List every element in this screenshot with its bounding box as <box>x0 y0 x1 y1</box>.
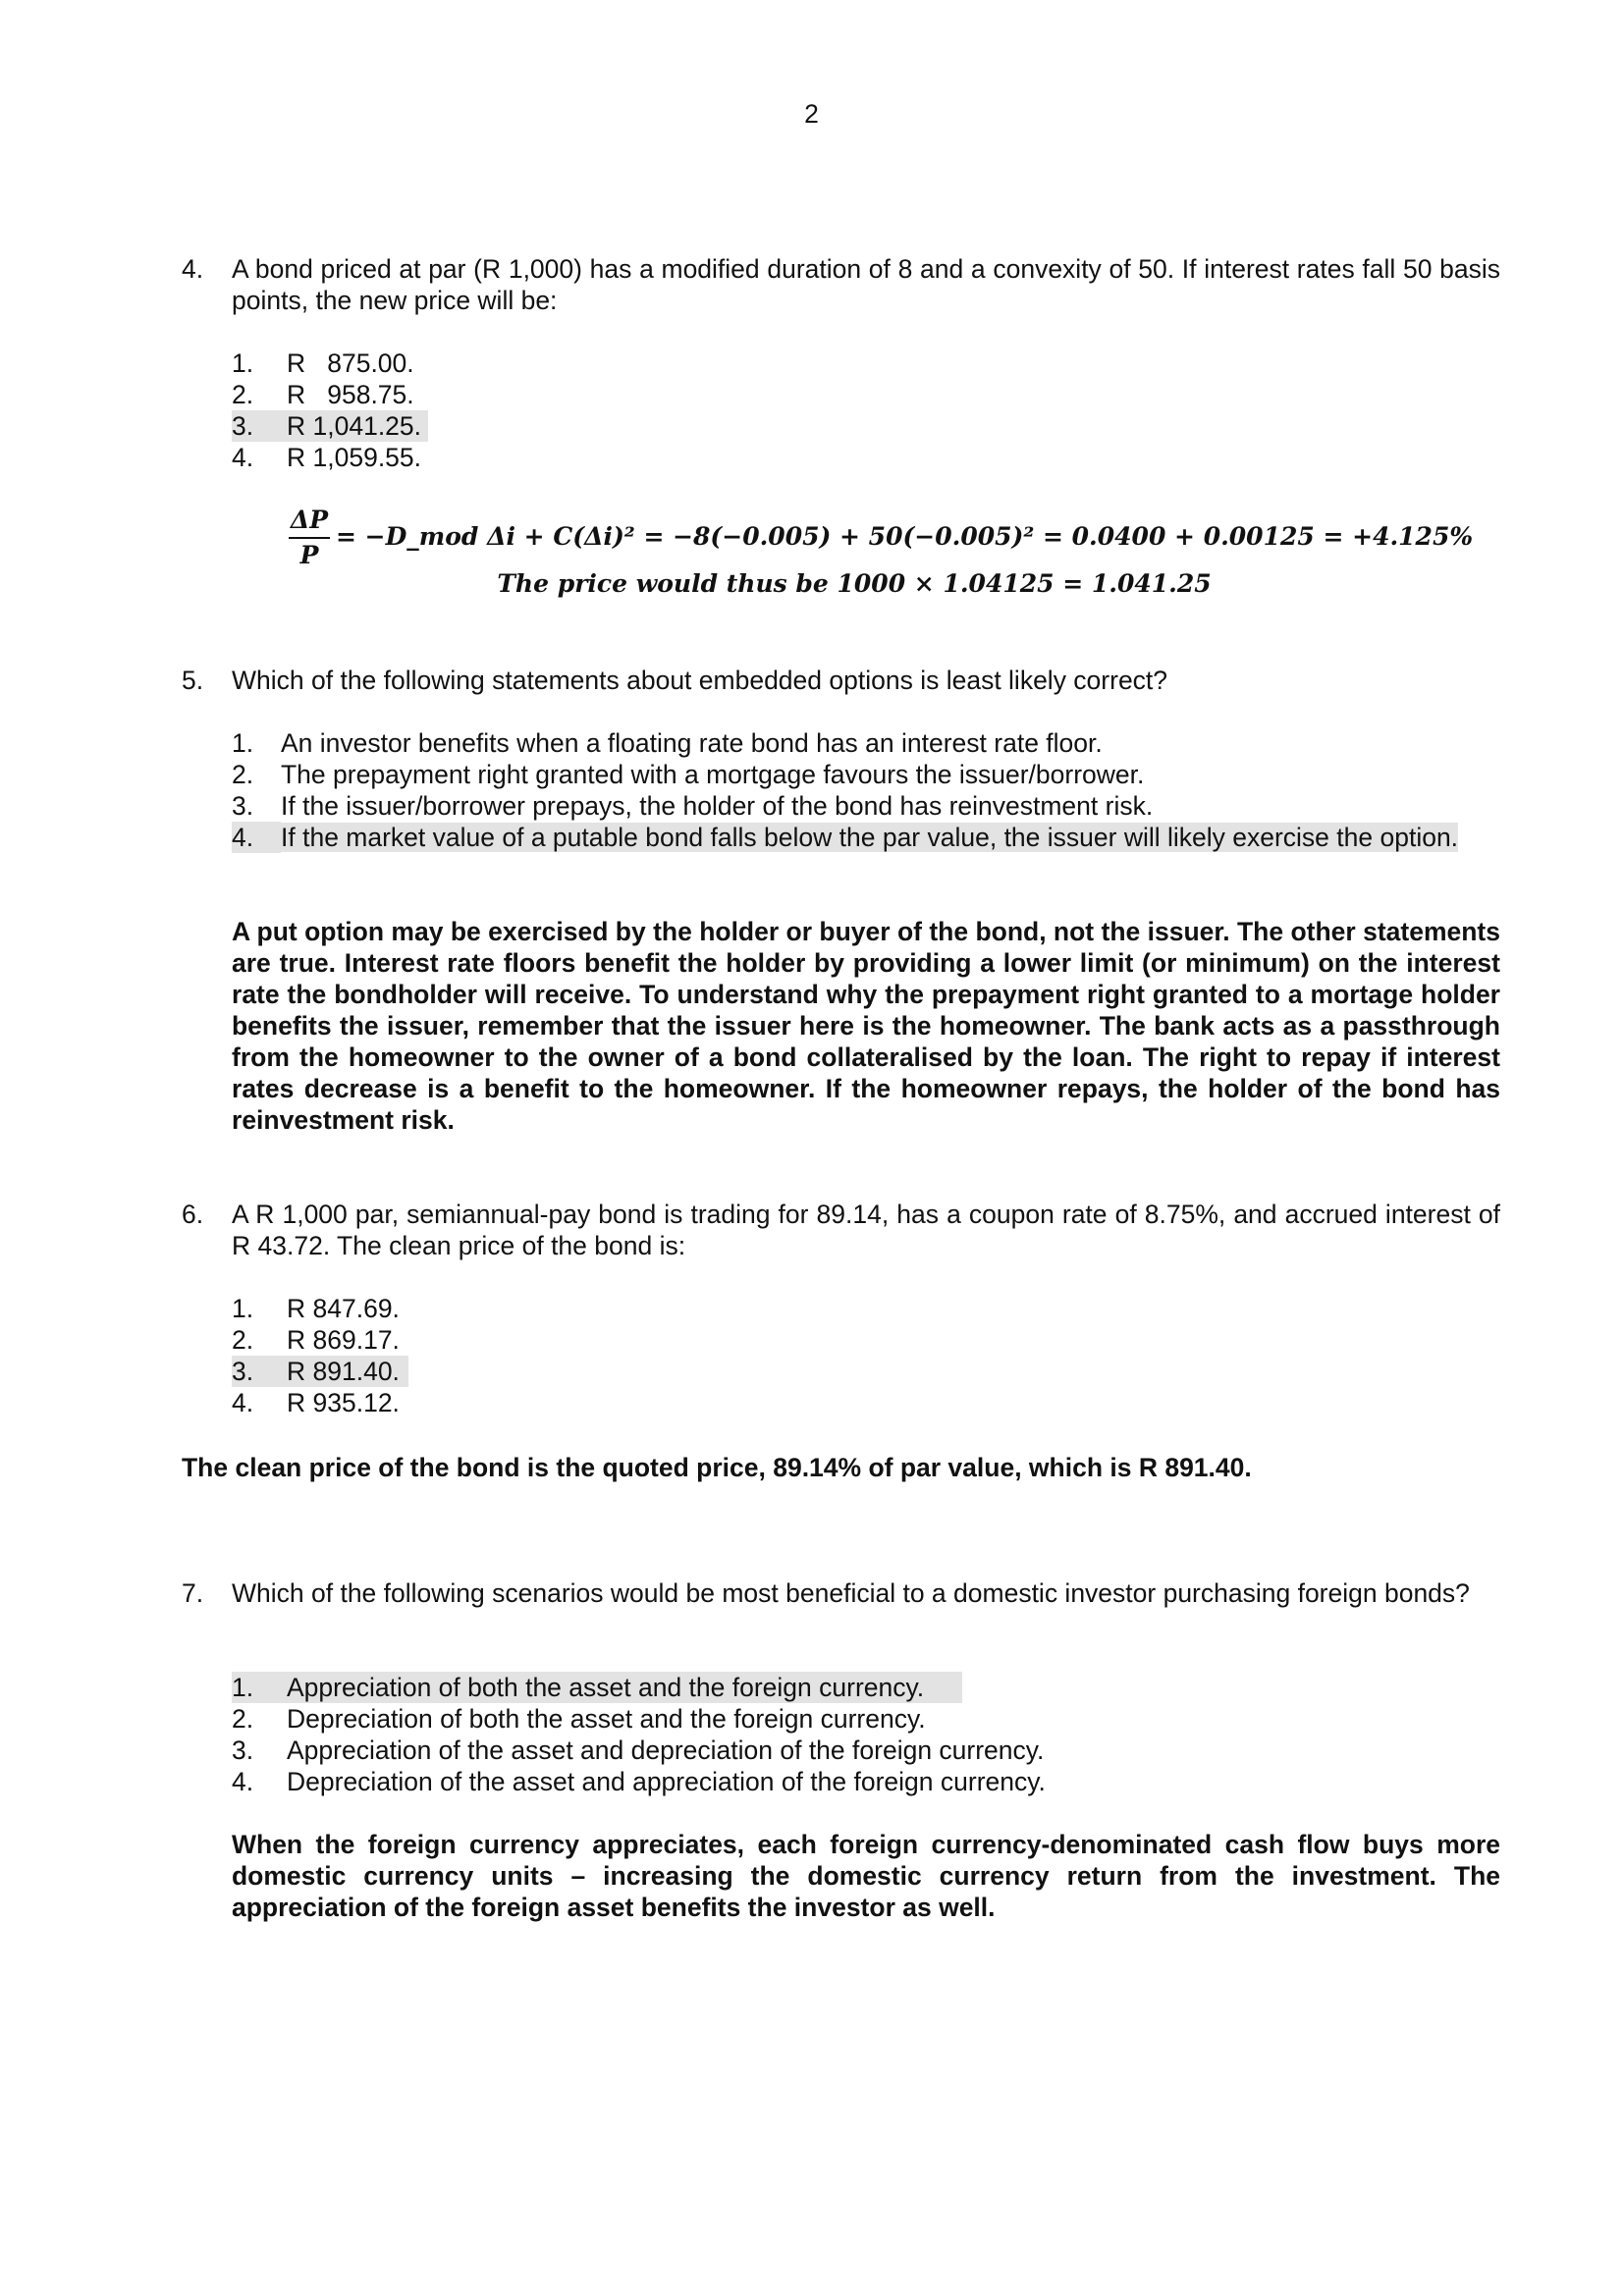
denominator: P <box>299 541 319 569</box>
question-5-explanation <box>182 916 1500 1136</box>
question-number: 4. <box>182 254 204 284</box>
option-text: If the issuer/borrower prepays, the holder of the bond has reinvestment risk. <box>281 791 1154 821</box>
option-text: An investor benefits when a floating rate bond has an interest rate floor. <box>281 728 1103 758</box>
question-7-explanation <box>182 1829 1500 1923</box>
option-3-highlighted <box>232 410 1500 442</box>
option-number: 2. <box>232 1325 254 1355</box>
option-text: R 875.00. <box>287 348 414 378</box>
option-1 <box>232 347 1500 379</box>
question-number: 6. <box>182 1200 204 1229</box>
option-1 <box>232 1293 1500 1324</box>
option-2 <box>232 1703 1500 1735</box>
option-number: 2. <box>232 1704 254 1734</box>
explanation-text: A put option may be exercised by the holder or buyer of the bond, not the issuer. The other statements are true. Interest rate floors benefit the holder by providing a lower limit (or minimum) on the interest rate the bondholder will receive. To understand why the prepayment right granted to a mortage holder benefits the issuer, remember that the issuer here is the homeowner. The bank acts as a passthrough from the homeowner to the owner of a bond collateralised by the loan. The right to repay if interest rates decrease is a benefit to the homeowner. If the homeowner repays, the holder of the bond has reinvestment risk. <box>232 917 1500 1135</box>
numerator: ΔP <box>290 506 329 534</box>
question-6 <box>182 1199 1500 1261</box>
option-number: 1. <box>232 1673 254 1702</box>
page-number: 2 <box>804 99 819 129</box>
option-1 <box>232 727 1500 759</box>
explanation-text: When the foreign currency appreciates, each foreign currency-denominated cash flow buys more domestic currency units – increasing the domestic currency return from the investment. The appreciation of the foreign asset benefits the investor as well. <box>232 1830 1500 1922</box>
formula-result: The price would thus be 1000 × 1.04125 = 1.041.25 <box>497 569 1212 598</box>
question-text: A bond priced at par (R 1,000) has a modified duration of 8 and a convexity of 50. If interest rates fall 50 basis points, the new price will be: <box>232 254 1500 315</box>
option-4 <box>232 1766 1500 1797</box>
option-text: R 1,059.55. <box>287 443 422 472</box>
option-3 <box>232 1735 1500 1766</box>
option-number: 2. <box>232 380 254 409</box>
question-text: A R 1,000 par, semiannual-pay bond is trading for 89.14, has a coupon rate of 8.75%, and accrued interest of R 43.72. The clean price of the bond is: <box>232 1200 1500 1260</box>
option-number: 3. <box>232 411 254 441</box>
option-text: R 935.12. <box>287 1388 400 1417</box>
option-2 <box>232 759 1500 790</box>
option-text: Appreciation of the asset and depreciation of the foreign currency. <box>287 1735 1045 1765</box>
option-text: R 847.69. <box>287 1294 400 1323</box>
question-7-options <box>232 1672 1500 1797</box>
option-text: If the market value of a putable bond falls below the par value, the issuer will likely exercise the option. <box>281 823 1459 852</box>
question-text: Which of the following scenarios would be most beneficial to a domestic investor purchasing foreign bonds? <box>232 1578 1470 1608</box>
option-text: The prepayment right granted with a mortgage favours the issuer/borrower. <box>281 760 1145 789</box>
option-number: 3. <box>232 1735 254 1765</box>
option-text: R 869.17. <box>287 1325 400 1355</box>
option-number: 1. <box>232 728 254 758</box>
option-text: R 1,041.25. <box>287 411 422 441</box>
option-2 <box>232 379 1500 410</box>
option-text: Depreciation of both the asset and the foreign currency. <box>287 1704 926 1734</box>
question-6-explanation <box>182 1452 1500 1483</box>
explanation-text: The clean price of the bond is the quoted price, 89.14% of par value, which is R 891.40. <box>182 1453 1252 1482</box>
option-number: 4. <box>232 1388 254 1417</box>
option-4 <box>232 1387 1500 1418</box>
question-5 <box>182 665 1500 696</box>
option-number: 1. <box>232 1294 254 1323</box>
option-4-highlighted <box>232 822 1500 853</box>
question-number: 7. <box>182 1578 204 1608</box>
option-text: Depreciation of the asset and appreciation of the foreign currency. <box>287 1767 1046 1796</box>
option-number: 1. <box>232 348 254 378</box>
option-3-highlighted <box>232 1356 1500 1387</box>
question-text: Which of the following statements about embedded options is least likely correct? <box>232 666 1168 695</box>
question-6-options <box>232 1293 1500 1418</box>
option-text: R 891.40. <box>287 1357 400 1386</box>
question-5-options <box>232 727 1500 853</box>
option-number: 3. <box>232 1357 254 1386</box>
question-number: 5. <box>182 666 204 695</box>
option-2 <box>232 1324 1500 1356</box>
option-text: Appreciation of both the asset and the foreign currency. <box>287 1673 925 1702</box>
option-text: R 958.75. <box>287 380 414 409</box>
option-number: 3. <box>232 791 254 821</box>
question-7 <box>182 1577 1500 1609</box>
option-number: 4. <box>232 822 281 853</box>
formula-fraction <box>285 506 334 570</box>
option-1-highlighted <box>232 1672 1500 1703</box>
question-4 <box>182 253 1500 316</box>
formula-equation: = −D_mod Δi + C(Δi)² = −8(−0.005) + 50(−0.005)² = 0.0400 + 0.00125 = +4.125% <box>336 522 1474 551</box>
option-number: 4. <box>232 1767 254 1796</box>
option-number: 2. <box>232 760 254 789</box>
question-4-options <box>232 347 1500 473</box>
option-4 <box>232 442 1500 473</box>
option-3 <box>232 790 1500 822</box>
option-number: 4. <box>232 443 254 472</box>
